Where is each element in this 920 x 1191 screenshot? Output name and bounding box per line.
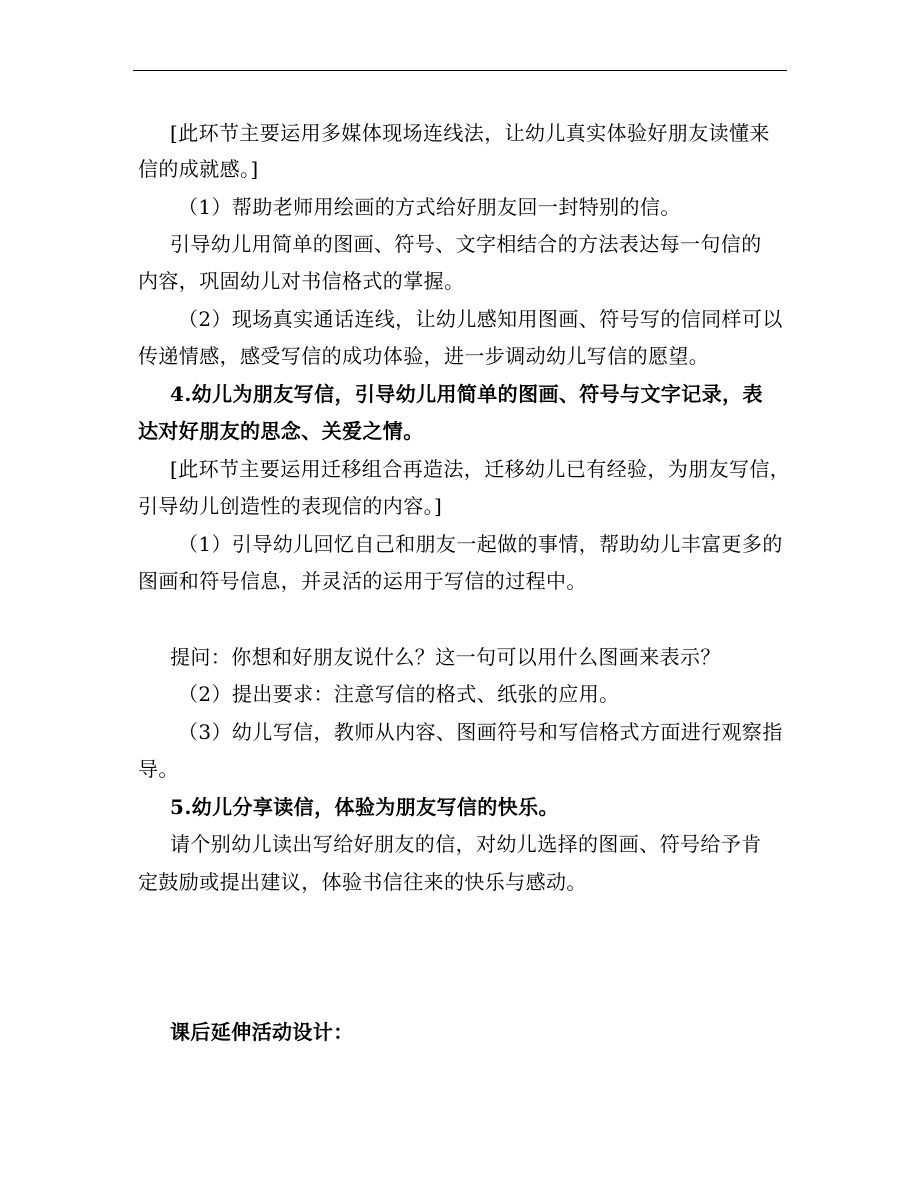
- text-line: [此环节主要运用迁移组合再造法，迁移幼儿已有经验，为朋友写信，: [170, 457, 791, 481]
- text-line: 引导幼儿创造性的表现信的内容。]: [138, 494, 443, 518]
- text-line: （1）帮助老师用绘画的方式给好朋友回一封特别的信。: [178, 195, 681, 219]
- text-line: 引导幼儿用简单的图画、符号、文字相结合的方法表达每一句信的: [170, 232, 762, 256]
- text-line: （2）提出要求：注意写信的格式、纸张的应用。: [178, 682, 620, 706]
- text-line: 请个别幼儿读出写给好朋友的信，对幼儿选择的图画、符号给予肯: [170, 832, 762, 856]
- text-line: （2）现场真实通话连线，让幼儿感知用图画、符号写的信同样可以: [178, 307, 783, 331]
- text-line: 导。: [138, 757, 179, 781]
- section-heading: 课后延伸活动设计：: [170, 1020, 354, 1044]
- text-line: 内容，巩固幼儿对书信格式的掌握。: [138, 269, 465, 293]
- text-line: （1）引导幼儿回忆自己和朋友一起做的事情，帮助幼儿丰富更多的: [178, 532, 783, 556]
- text-line: [此环节主要运用多媒体现场连线法，让幼儿真实体验好朋友读懂来: [170, 121, 770, 145]
- section-heading: 5.幼儿分享读信，体验为朋友写信的快乐。: [170, 795, 559, 819]
- text-line: 定鼓励或提出建议，体验书信往来的快乐与感动。: [138, 870, 587, 894]
- text-line: 信的成就感。]: [138, 157, 259, 181]
- section-heading: 达对好朋友的思念、关爱之情。: [138, 419, 424, 443]
- header-rule: [133, 70, 787, 71]
- text-line: 传递情感，感受写信的成功体验，进一步调动幼儿写信的愿望。: [138, 344, 710, 368]
- text-line: （3）幼儿写信，教师从内容、图画符号和写信格式方面进行观察指: [178, 720, 783, 744]
- text-line: 图画和符号信息，并灵活的运用于写信的过程中。: [138, 569, 587, 593]
- section-heading: 4.幼儿为朋友写信，引导幼儿用简单的图画、符号与文字记录，表: [170, 382, 763, 406]
- text-line: 提问：你想和好朋友说什么？这一句可以用什么图画来表示？: [170, 645, 721, 669]
